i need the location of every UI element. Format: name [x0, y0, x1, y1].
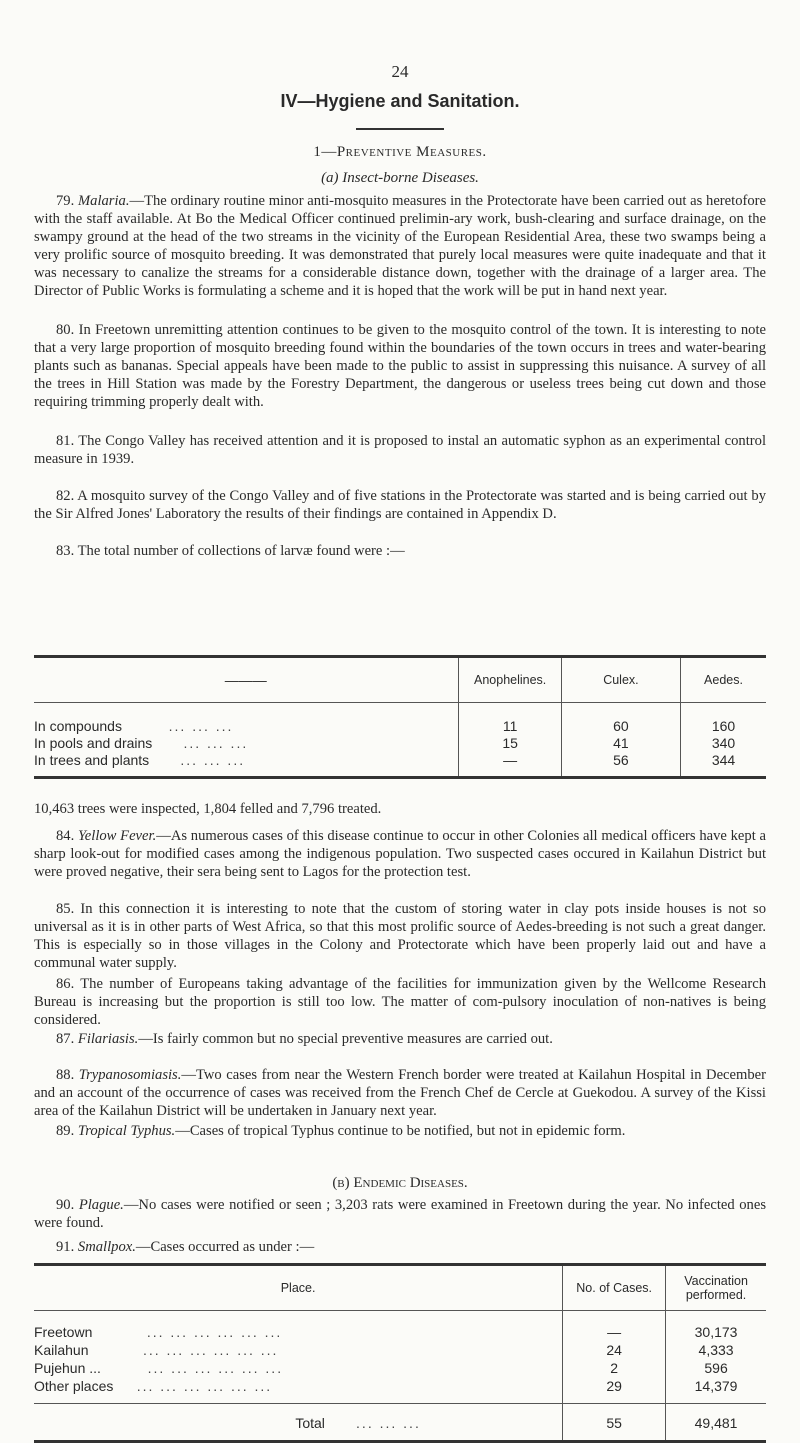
- leader-dots: ... ... ... ... ... ...: [146, 1324, 283, 1340]
- header-no-of-cases: No. of Cases.: [563, 1265, 666, 1311]
- paragraph-79: 79. Malaria.—The ordinary routine minor anti-mosquito measures in the Protectorate have been carried out as heretofore with the staff available. At Bo the Medical Officer continued prelimin-ary work, bush-clearing and surface drainage, on the swampy ground at the head of the two streams in the vicinity of the European Residential Area, these two swamps being a very prolific source of mosquito breeding. It was demonstrated that purely local measures were quite inadequate and that it was necessary to canalize the streams for a considerable distance down, together with the drainage of a larger area. The Director of Public Works is formulating a scheme and it is hoped that the work will be put in hand next year.: [34, 193, 766, 299]
- place-label: Other places: [34, 1378, 114, 1394]
- leader-dots: ... ... ...: [180, 751, 246, 768]
- smallpox-table-header: [34, 1265, 766, 1311]
- paragraph-80: 80. In Freetown unremitting attention continues to be given to the mosquito control of the town. It is interesting to note that a very large proportion of mosquito breeding found within the boundaries of the town occurs in trees and water-bearing plants such as bananas. Special appeals have been made to the public to assist in suppressing this nuisance. A survey of all the trees in Hill Station was made by the Forestry Department, the dangerous or useless trees being cut down and those requiring trimming properly dealt with.: [34, 322, 766, 410]
- leader-dots: ... ... ... ... ... ...: [136, 1378, 273, 1394]
- cell-vaccination: 4,333: [666, 1341, 766, 1359]
- table-row: [34, 703, 766, 735]
- trees-inspected-line: 10,463 trees were inspected, 1,804 felled and 7,796 treated.: [34, 801, 382, 817]
- place-label: Pujehun ...: [34, 1360, 101, 1376]
- paragraph-82: 82. A mosquito survey of the Congo Valley and of five stations in the Protectorate was started and is being carried out by the Sir Alfred Jones' Laboratory the results of their findings are contained in Appendix D.: [34, 488, 766, 522]
- cell-culex: 56: [561, 751, 680, 778]
- row-label: In trees and plants: [34, 751, 150, 768]
- table-row: [34, 734, 766, 751]
- header-culex: Culex.: [561, 657, 680, 703]
- table-row: [34, 1377, 766, 1404]
- cell-aedes: 344: [680, 751, 766, 778]
- cell-cases: 2: [563, 1359, 666, 1377]
- paragraph-85: 85. In this connection it is interesting to note that the custom of storing water in clay pots inside houses is not so universal as it is in other parts of West Africa, so that this most prolific source of Aedes-breeding is not such a great danger. This is especially so in those villages in the Colony and Protectorate which have been properly laid out and have a communal water supply.: [34, 901, 766, 971]
- total-row: [34, 1404, 766, 1442]
- paragraph-86: 86. The number of Europeans taking advantage of the facilities for immunization given by the Wellcome Research Bureau is increasing but the proportion is still too low. The matter of com-pulsory inoculation of non-natives is being considered.: [34, 976, 766, 1028]
- paragraph-91: 91. Smallpox.—Cases occurred as under :—: [56, 1239, 315, 1255]
- heading-rule: [356, 128, 444, 130]
- larvae-blank-header: ———: [34, 657, 459, 703]
- table-row: [34, 1311, 766, 1342]
- leader-dots: ... ... ...: [168, 717, 234, 734]
- cell-anophelines: 11: [459, 703, 561, 735]
- leader-dots: ... ... ... ... ... ...: [142, 1342, 279, 1358]
- table-row: [34, 751, 766, 778]
- row-label: In compounds: [34, 717, 122, 734]
- cell-cases: 29: [563, 1377, 666, 1404]
- paragraph-90: 90. Plague.—No cases were notified or seen ; 3,203 rats were examined in Freetown during the year. No infected ones were found.: [34, 1197, 766, 1231]
- place-label: Freetown: [34, 1324, 93, 1340]
- place-label: Kailahun: [34, 1342, 89, 1358]
- paragraph-81: 81. The Congo Valley has received attention and it is proposed to instal an automatic syphon as an experimental control measure in 1939.: [34, 433, 766, 467]
- subheading-insect-borne: (a) Insect-borne Diseases.: [321, 170, 479, 186]
- cell-culex: 60: [561, 703, 680, 735]
- leader-dots: ... ... ...: [183, 734, 249, 751]
- larvae-table-header: [34, 657, 766, 703]
- paragraph-84: 84. Yellow Fever.—As numerous cases of this disease continue to occur in other Colonies all medical officers have kept a sharp look-out for modified cases among the indigenous population. Two suspected cases occured in Kailahun District but were proved negative, their sera being sent to Lagos for the protection test.: [34, 828, 766, 880]
- cell-vaccination: 30,173: [666, 1311, 766, 1342]
- cell-aedes: 340: [680, 734, 766, 751]
- header-aedes: Aedes.: [680, 657, 766, 703]
- smallpox-table: [34, 1263, 766, 1443]
- paragraph-88: 88. Trypanosomiasis.—Two cases from near the Western French border were treated at Kailahun Hospital in December and an account of the occurrence of cases was received from the French Chef de Cercle at Guekodou. A survey of the Kissi area of the Kailahun District will be undertaken in January next year.: [34, 1067, 766, 1119]
- cell-anophelines: 15: [459, 734, 561, 751]
- leader-dots: ... ... ...: [356, 1415, 421, 1431]
- cell-vaccination: 14,379: [666, 1377, 766, 1404]
- header-anophelines: Anophelines.: [459, 657, 561, 703]
- cell-aedes: 160: [680, 703, 766, 735]
- section-heading: IV—Hygiene and Sanitation.: [280, 91, 520, 111]
- cell-cases: —: [563, 1311, 666, 1342]
- paragraph-89: 89. Tropical Typhus.—Cases of tropical Typhus continue to be notified, but not in epidemic form.: [56, 1123, 626, 1139]
- paragraph-83: 83. The total number of collections of larvæ found were :—: [56, 543, 405, 559]
- subheading-preventive-measures: 1—Preventive Measures.: [313, 144, 487, 160]
- cell-anophelines: —: [459, 751, 561, 778]
- paragraph-87: 87. Filariasis.—Is fairly common but no special preventive measures are carried out.: [56, 1031, 553, 1047]
- table-row: [34, 1359, 766, 1377]
- leader-dots: ... ... ... ... ... ...: [147, 1360, 284, 1376]
- larvae-table: [34, 655, 766, 779]
- row-label: In pools and drains: [34, 734, 153, 751]
- table-row: [34, 1341, 766, 1359]
- subheading-endemic-diseases: (b) Endemic Diseases.: [332, 1175, 468, 1191]
- cell-culex: 41: [561, 734, 680, 751]
- header-place: Place.: [34, 1265, 563, 1311]
- total-cases: 55: [563, 1404, 666, 1442]
- cell-vaccination: 596: [666, 1359, 766, 1377]
- header-vaccination: Vaccination performed.: [666, 1265, 766, 1311]
- page-number: 24: [391, 62, 409, 81]
- total-label: Total: [295, 1415, 325, 1431]
- total-vaccination: 49,481: [666, 1404, 766, 1442]
- cell-cases: 24: [563, 1341, 666, 1359]
